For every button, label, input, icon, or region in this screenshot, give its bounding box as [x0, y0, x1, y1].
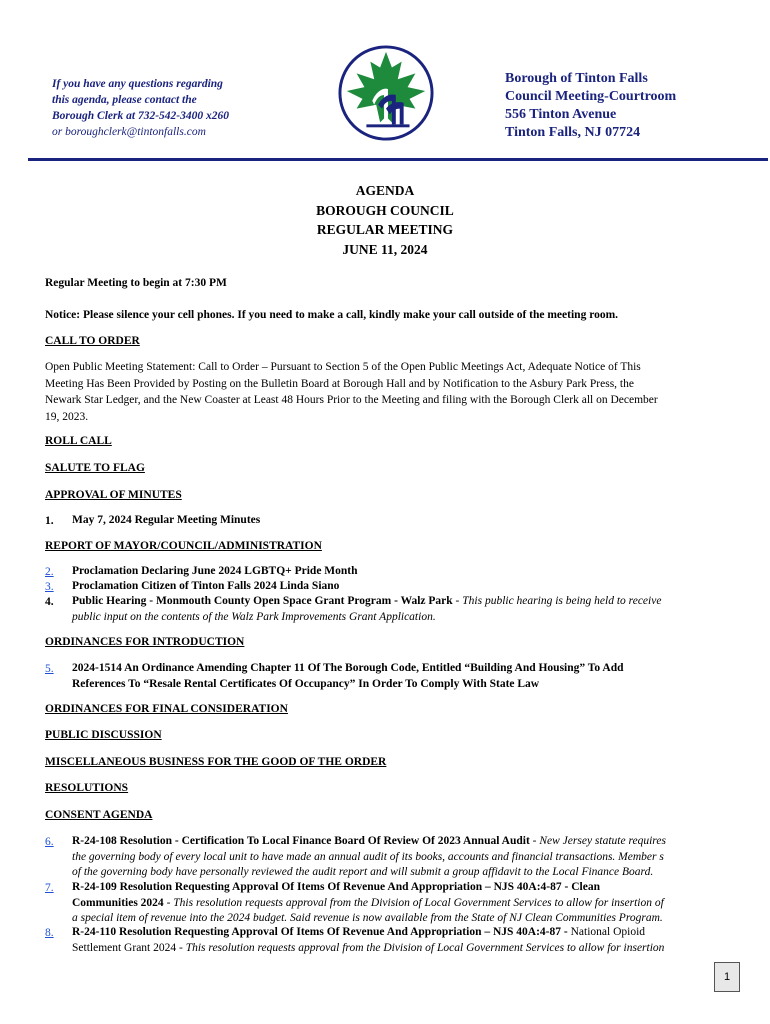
item-description: - This resolution requests approval from the Division of Local Government Services to allow for insertion of: [163, 896, 664, 909]
item-title-plain: National Opioid: [570, 926, 646, 938]
item-title: R-24-110 Resolution Requesting Approval Of Items Of Revenue And Appropriation – NJS 40A:4-87 -: [72, 926, 571, 938]
item-link[interactable]: 5.: [45, 663, 54, 675]
header-divider: [28, 158, 768, 161]
statement-line: 19, 2023.: [45, 410, 89, 423]
item-link[interactable]: 6.: [45, 836, 54, 848]
page-number: 1: [714, 962, 740, 992]
item-number: 1.: [45, 515, 54, 527]
resolution-item: [72, 925, 724, 956]
address-line: Borough of Tinton Falls: [505, 71, 648, 86]
statement-line: Newark Star Ledger, and the New Coaster at Least 48 Hours Prior to the Meeting and filing with the Borough Clerk all on December: [45, 394, 658, 406]
title-line: BOROUGH COUNCIL: [316, 202, 454, 218]
contact-line: Borough Clerk at 732-542-3400 x260: [52, 110, 229, 122]
item-description: - This resolution requests approval from the Division of Local Government Services to allow for insertion: [176, 941, 665, 954]
address-line: Tinton Falls, NJ 07724: [505, 125, 641, 140]
borough-address: [505, 70, 735, 142]
citizen-proclamation-item: Proclamation Citizen of Tinton Falls 2024 Linda Siano: [72, 580, 340, 592]
contact-info: [52, 76, 292, 140]
item-title: R-24-109 Resolution Requesting Approval Of Items Of Revenue And Appropriation – NJS 40A:4-87 - Clean: [72, 881, 600, 893]
item-description: - This public hearing is being held to receive: [452, 595, 662, 607]
resolutions-heading: RESOLUTIONS: [45, 782, 129, 794]
public-discussion-heading: PUBLIC DISCUSSION: [45, 729, 162, 741]
ordinance-line: References To “Resale Rental Certificates Of Occupancy” In Order To Comply With State Law: [72, 677, 540, 690]
title-line: JUNE 11, 2024: [342, 241, 428, 257]
item-description: a special item of revenue into the 2024 budget. Said revenue is now available from the State of NJ Clean Communities Program.: [72, 912, 663, 924]
title-line: REGULAR MEETING: [316, 222, 454, 237]
item-title: R-24-108 Resolution - Certification To Local Finance Board Of Review Of 2023 Annual Audit: [72, 835, 530, 847]
salute-heading: SALUTE TO FLAG: [45, 462, 145, 474]
statement-line: Meeting Has Been Provided by Posting on the Bulletin Board at Borough Hall and by Notification to the Asbury Park Press, the: [45, 377, 634, 390]
borough-logo-icon: [337, 44, 435, 142]
item-link[interactable]: 8.: [45, 927, 54, 939]
statement-line: Open Public Meeting Statement: Call to Order – Pursuant to Section 5 of the Open Public Meetings Act, Adequate Notice of This: [45, 361, 641, 373]
pride-proclamation-item: Proclamation Declaring June 2024 LGBTQ+ Pride Month: [72, 565, 358, 577]
item-link[interactable]: 7.: [45, 882, 54, 894]
misc-business-heading: MISCELLANEOUS BUSINESS FOR THE GOOD OF THE ORDER: [45, 756, 387, 768]
item-title-plain: Settlement Grant 2024: [72, 941, 177, 954]
title-line: AGENDA: [355, 183, 415, 198]
ordinance-item: [72, 661, 724, 692]
resolution-item: [72, 834, 724, 881]
item-link[interactable]: 2.: [45, 566, 54, 578]
public-hearing-item: [72, 594, 724, 625]
cell-phone-notice: Notice: Please silence your cell phones. If you need to make a call, kindly make your call outside of the meeting room.: [45, 309, 619, 321]
item-description: of the governing body have personally reviewed the audit report and will submit a group affidavit to the Local Finance Board.: [72, 866, 654, 878]
item-description: public input on the contents of the Walz Park Improvements Grant Application.: [72, 610, 436, 623]
contact-line: If you have any questions regarding: [52, 78, 223, 90]
ordinance-line: 2024-1514 An Ordinance Amending Chapter 11 Of The Borough Code, Entitled “Building And Housing” To Add: [72, 662, 624, 674]
minutes-heading: APPROVAL OF MINUTES: [45, 489, 182, 501]
address-line: Council Meeting-Courtroom: [505, 89, 677, 104]
roll-call-heading: ROLL CALL: [45, 435, 112, 447]
minutes-item: May 7, 2024 Regular Meeting Minutes: [72, 514, 261, 526]
consent-agenda-heading: CONSENT AGENDA: [45, 809, 153, 821]
resolution-item: [72, 880, 724, 927]
address-line: 556 Tinton Avenue: [505, 107, 617, 122]
contact-email[interactable]: or boroughclerk@tintonfalls.com: [52, 126, 206, 138]
ordinances-final-heading: ORDINANCES FOR FINAL CONSIDERATION: [45, 703, 288, 715]
item-title: Public Hearing - Monmouth County Open Space Grant Program - Walz Park: [72, 595, 453, 607]
contact-line: this agenda, please contact the: [52, 94, 197, 106]
agenda-title: [0, 181, 770, 259]
item-link[interactable]: 3.: [45, 581, 54, 593]
open-meeting-statement: [45, 359, 735, 425]
meeting-start-time: Regular Meeting to begin at 7:30 PM: [45, 277, 227, 289]
call-to-order-heading: CALL TO ORDER: [45, 335, 140, 347]
item-description: - New Jersey statute requires: [529, 835, 666, 847]
item-description: the governing body of every local unit to have made an annual audit of its books, accounts and financial transactions. Member s: [72, 850, 664, 863]
report-heading: REPORT OF MAYOR/COUNCIL/ADMINISTRATION: [45, 540, 322, 552]
item-title: Communities 2024: [72, 896, 164, 909]
ordinances-intro-heading: ORDINANCES FOR INTRODUCTION: [45, 636, 245, 648]
item-number: 4.: [45, 596, 54, 608]
